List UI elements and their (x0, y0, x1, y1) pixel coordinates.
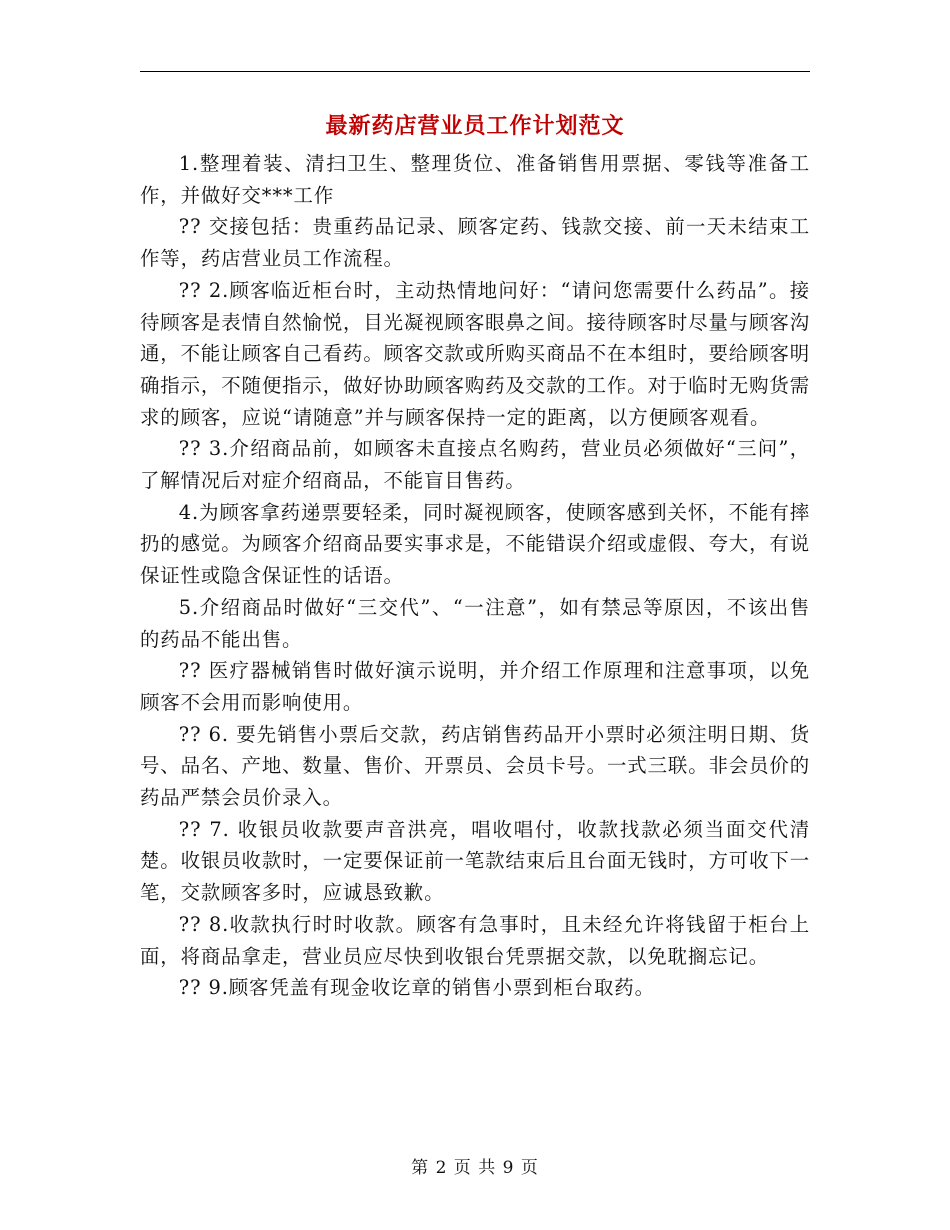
paragraph-9: ?? 7. 收银员收款要声音洪亮，唱收唱付，收款找款必须当面交代清楚。收银员收款时，一定要保证前一笔款结束后且台面无钱时，方可收下一笔，交款顾客多时，应诚恳致歉。 (140, 817, 810, 905)
paragraph-4: ?? 3.介绍商品前，如顾客未直接点名购药，营业员必须做好“三问”，了解情况后对症介绍商品，不能盲目售药。 (140, 437, 810, 493)
paragraph-2: ?? 交接包括：贵重药品记录、顾客定药、钱款交接、前一天未结束工作等，药店营业员工作流程。 (140, 215, 810, 271)
page-number-footer: 第 2 页 共 9 页 (411, 1158, 539, 1178)
document-body (140, 148, 810, 1004)
paragraph-10: ?? 8.收款执行时时收款。顾客有急事时，且未经允许将钱留于柜台上面，将商品拿走，营业员应尽快到收银台凭票据交款，以免耽搁忘记。 (140, 912, 810, 968)
paragraph-11: ?? 9.顾客凭盖有现金收讫章的销售小票到柜台取药。 (178, 976, 655, 1000)
paragraph-7: ?? 医疗器械销售时做好演示说明，并介绍工作原理和注意事项，以免顾客不会用而影响使用。 (140, 659, 810, 714)
paragraph-3: ?? 2.顾客临近柜台时，主动热情地问好：“请问您需要什么药品”。接待顾客是表情自然愉悦，目光凝视顾客眼鼻之间。接待顾客时尽量与顾客沟通，不能让顾客自己看药。顾客交款或所购买商品不在本组时，要给顾客明确指示，不随便指示，做好协助顾客购药及交款的工作。对于临时无购货需求的顾客，应说“请随意”并与顾客保持一定的距离，以方便顾客观看。 (140, 278, 810, 429)
paragraph-5: 4.为顾客拿药递票要轻柔，同时凝视顾客，使顾客感到关怀，不能有摔扔的感觉。为顾客介绍商品要实事求是，不能错误介绍或虚假、夸大，有说保证性或隐含保证性的话语。 (140, 500, 810, 588)
paragraph-1: 1.整理着装、清扫卫生、整理货位、准备销售用票据、零钱等准备工作，并做好交***工作 (140, 152, 810, 207)
paragraph-8: ?? 6. 要先销售小票后交款，药店销售药品开小票时必须注明日期、货号、品名、产地、数量、售价、开票员、会员卡号。一式三联。非会员价的药品严禁会员价录入。 (140, 722, 810, 810)
paragraph-6: 5.介绍商品时做好“三交代”、“一注意”，如有禁忌等原因，不该出售的药品不能出售。 (140, 595, 810, 651)
document-title: 最新药店营业员工作计划范文 (325, 113, 625, 139)
header-rule (140, 71, 810, 72)
